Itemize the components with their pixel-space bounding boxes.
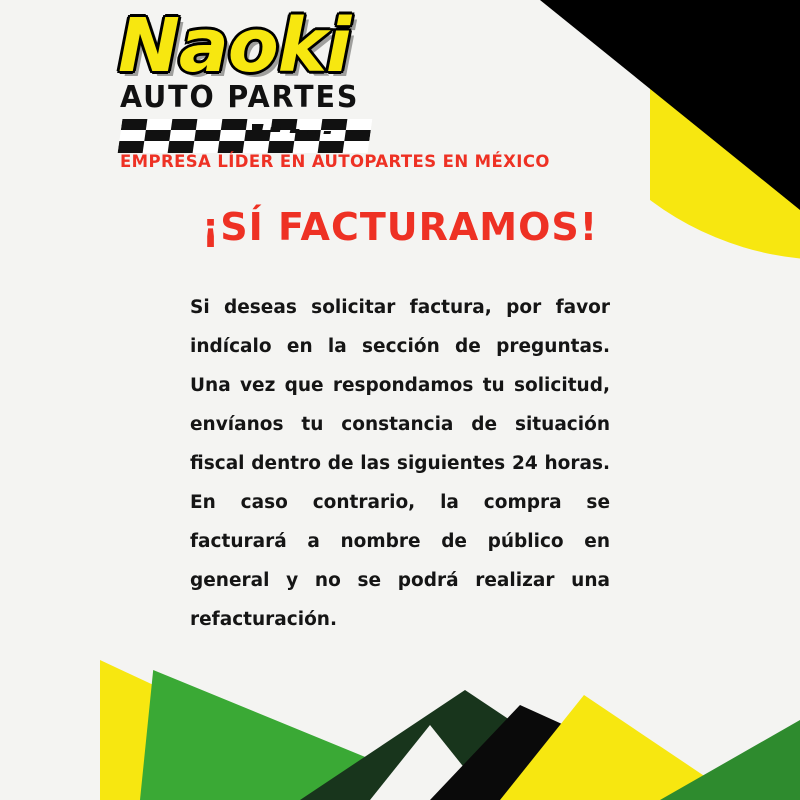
brand-subtitle: AUTO PARTES bbox=[120, 80, 360, 115]
brand-name: Naoki bbox=[118, 3, 351, 89]
brand-tagline: EMPRESA LÍDER EN AUTOPARTES EN MÉXICO bbox=[120, 152, 550, 171]
page-title: ¡SÍ FACTURAMOS! bbox=[201, 205, 599, 249]
checkered-flag-tail-icon bbox=[252, 122, 347, 138]
body-paragraph: Si deseas solicitar factura, por favor indícalo en la sección de preguntas. Una vez que respondamos tu solicitud, envíanos tu constancia de situación fiscal dentro de las siguientes 24 horas. En caso contrario, la compra se facturará a nombre de público en general y no se podrá realizar una refacturación. bbox=[190, 297, 610, 630]
